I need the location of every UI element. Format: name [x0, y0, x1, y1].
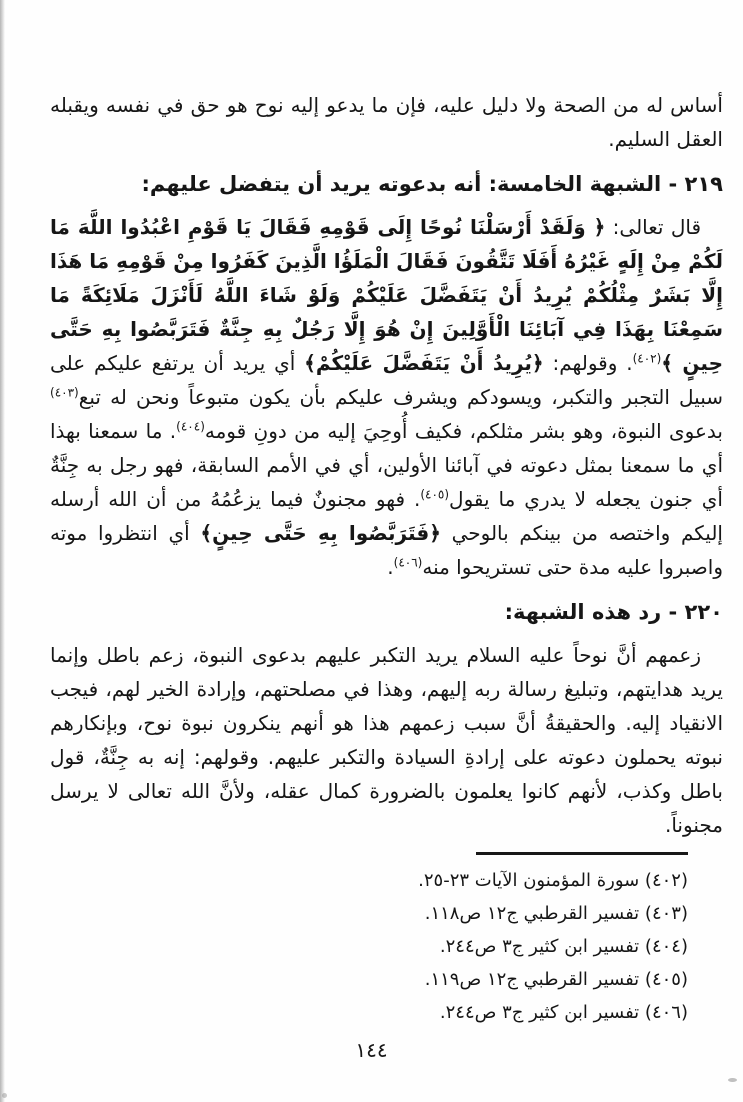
commentary-text: . وقولهم:	[543, 351, 633, 375]
footnote-ref-403: (٤٠٣)	[50, 385, 79, 400]
section-220-heading: ٢٢٠ - رد هذه الشبهة:	[504, 600, 723, 624]
quran-verse-main: ﴿ وَلَقَدْ أَرْسَلْنَا نُوحًا إِلَى قَوْمِهِ فَقَالَ يَا قَوْمِ اعْبُدُوا اللَّهَ مَا لَكُمْ مِنْ إِلَهٍ غَيْرُهُ أَفَلَا تَتَّقُونَ فَقَالَ الْمَلَؤُا الَّذِينَ كَفَرُوا مِنْ قَوْمِهِ مَا هَذَا إِلَّا بَشَرٌ مِثْلُكُمْ يُرِيدُ أَنْ يَتَفَضَّلَ عَلَيْكُمْ وَلَوْ شَاءَ اللَّهُ لَأَنْزَلَ مَلَائِكَةً مَا سَمِعْنَا بِهَذَا فِي آبَائِنَا الْأَوَّلِينَ إِنْ هُوَ إِلَّا رَجُلٌ بِهِ جِنَّةٌ فَتَرَبَّصُوا بِهِ حَتَّى حِينٍ ﴾	[50, 215, 723, 375]
footnote-area	[268, 852, 688, 1029]
quran-quote-inline-2: ﴿فَتَرَبَّصُوا بِهِ حَتَّى حِينٍ﴾	[200, 521, 441, 545]
section-219-heading: ٢١٩ - الشبهة الخامسة: أنه بدعوته يريد أن يتفضل عليهم:	[141, 172, 723, 196]
footnote-402: (٤٠٢) سورة المؤمنون الآيات ٢٣-٢٥.	[418, 870, 688, 891]
footnote-405: (٤٠٥) تفسير القرطبي ج١٢ ص١١٩.	[424, 969, 688, 990]
footnote-ref-406: (٤٠٦)	[393, 555, 423, 570]
section-220-paragraph: زعمهم أنَّ نوحاً عليه السلام يريد التكبر عليهم بدعوى النبوة، زعم باطل وإنما يريد هدايتهم، وتبليغ رسالة ربه إليهم، وهذا في مصلحتهم، وإرادة الخير لهم، فيجب الانقياد إليه. والحقيقةُ أنَّ سبب زعمهم هذا هو أنهم ينكرون نبوة نوح، وبإنكارهم نبوته يحملون دعوته على إرادةِ السيادة والتكبر عليهم. وقولهم: إنه به جِنَّةٌ، قول باطل وكذب، لأنهم كانوا يعلمون بالضرورة كمال عقله، ولأنَّ الله تعالى لا يرسل مجنوناً.	[50, 643, 723, 837]
footnote-406: (٤٠٦) تفسير ابن كثير ج٣ ص٢٤٤.	[439, 1002, 688, 1023]
footnote-403: (٤٠٣) تفسير القرطبي ج١٢ ص١١٨.	[424, 903, 688, 924]
footnote-ref-404: (٤٠٤)	[176, 419, 205, 434]
narration-intro: قال تعالى:	[605, 215, 702, 239]
opening-paragraph: أساس له من الصحة ولا دليل عليه، فإن ما يدعو إليه نوح هو حق في نفسه ويقبله العقل السليم.	[50, 93, 723, 151]
page-number: ١٤٤	[355, 1038, 388, 1062]
scan-speck	[728, 1078, 737, 1082]
commentary-text: بدعوى النبوة، وهو بشر مثلكم، فكيف أُوحِيَ إليه من دونِ قومه	[204, 419, 723, 443]
commentary-text: . ما سمعنا بهذا أي ما سمعنا بمثل دعوته في آبائنا الأولين، أي في الأمم السابقة، فهو رجل به جِنَّةٌ أي جنون يجعله لا يدري ما يقول	[50, 419, 723, 511]
footnote-404: (٤٠٤) تفسير ابن كثير ج٣ ص٢٤٤.	[439, 936, 688, 957]
commentary-text: أي يريد أن يرتفع عليكم على سبيل التجبر والتكبر، ويسودكم ويشرف عليكم بأن يكون متبوعاً ونحن له تبع	[50, 351, 723, 409]
commentary-text: . فهو مجنونٌ فيما يزعُمُهُ من أن الله أرسله إليكم واختصه من بينكم بالوحي	[50, 487, 723, 545]
footnote-ref-405: (٤٠٥)	[420, 487, 450, 502]
scan-speck	[2, 1093, 7, 1098]
footnote-separator-rule	[476, 852, 688, 855]
scan-edge-artifact	[0, 0, 5, 1102]
quran-quote-inline-1: ﴿يُرِيدُ أَنْ يَتَفَضَّلَ عَلَيْكُمْ﴾	[304, 351, 544, 375]
section-219-paragraph	[50, 210, 723, 584]
commentary-text: .	[387, 555, 394, 579]
page-body	[50, 88, 723, 846]
commentary-text: أي انتظروا موته واصبروا عليه مدة حتى تستريحوا منه	[50, 521, 723, 579]
footnote-ref-402: (٤٠٢)	[632, 351, 662, 366]
